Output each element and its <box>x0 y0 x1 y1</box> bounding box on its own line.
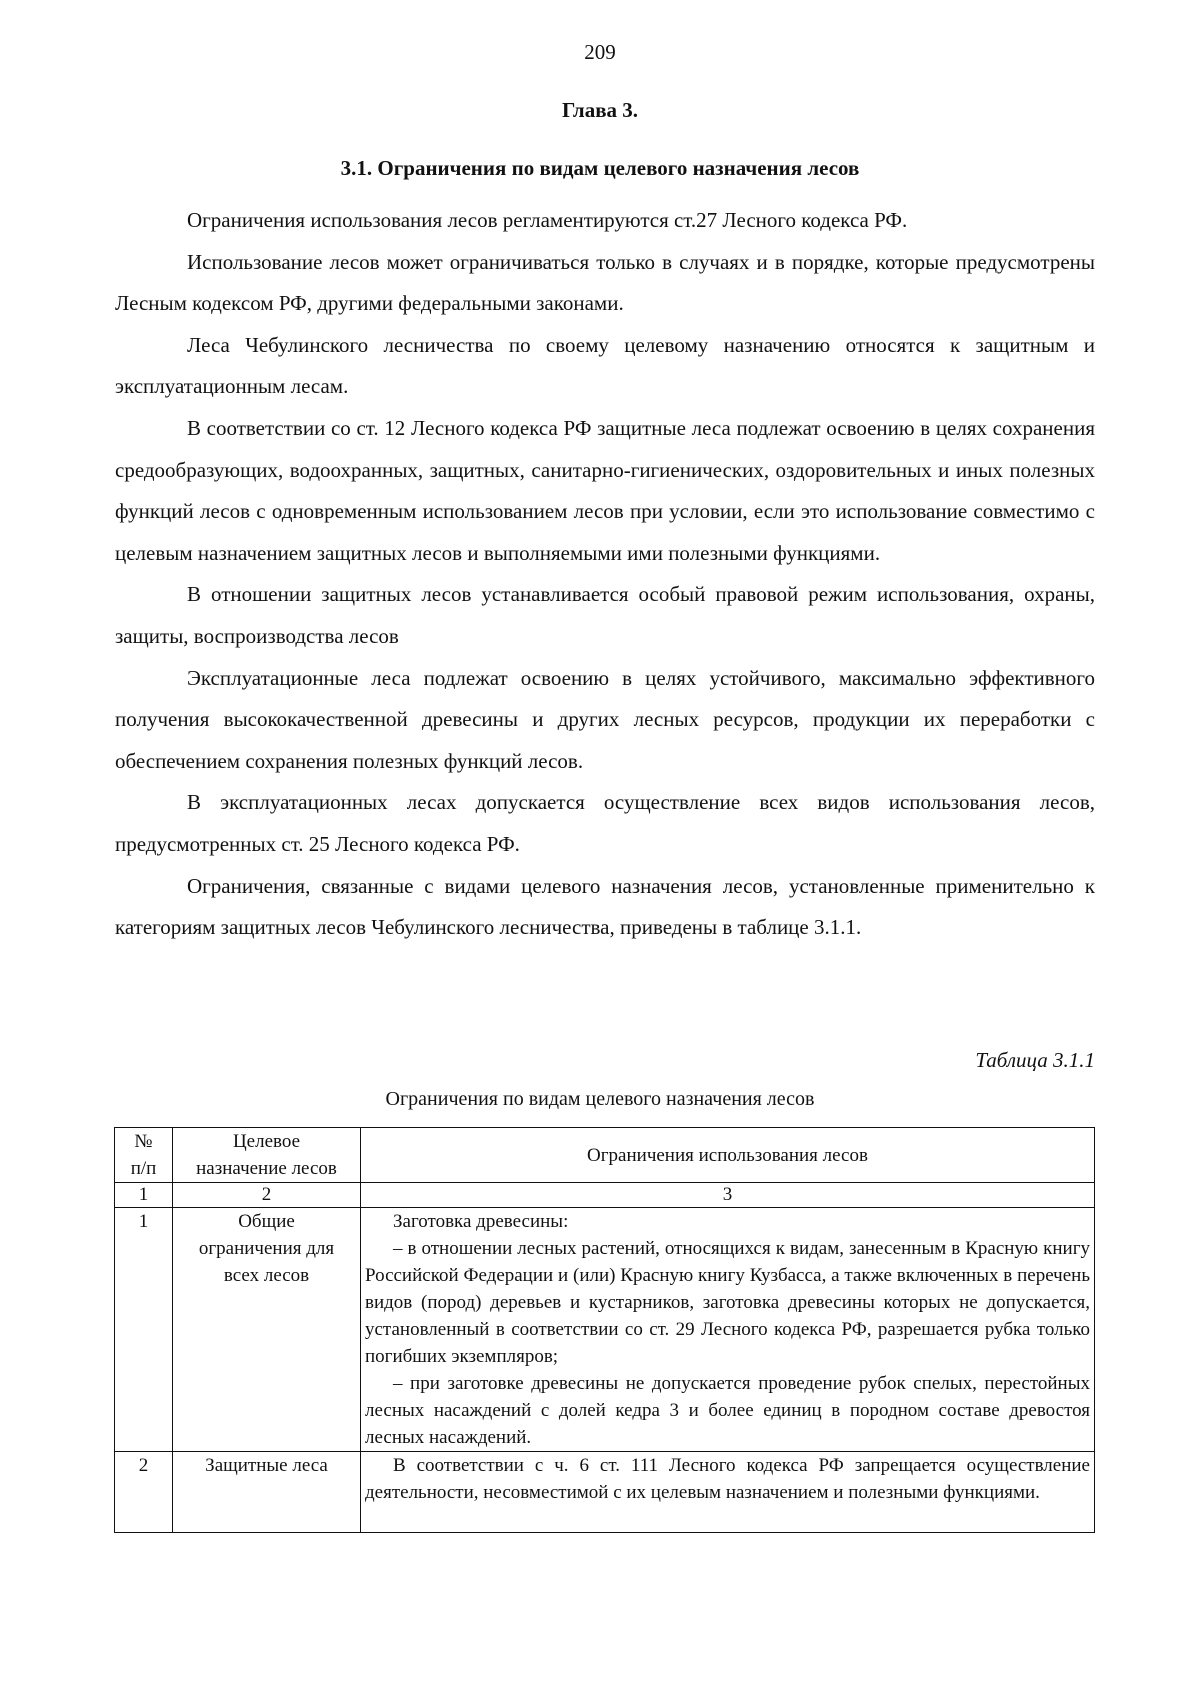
row-purpose <box>173 1452 361 1533</box>
restriction-heading: Заготовка древесины: <box>393 1211 569 1232</box>
paragraph: Использование лесов может ограничиваться только в случаях и в порядке, которые предусмотрены Лесным кодексом РФ, другими федеральными законами. <box>115 249 1095 316</box>
paragraph: Ограничения, связанные с видами целевого назначения лесов, установленные применительно к категориям защитных лесов Чебулинского лесничества, приведены в таблице 3.1.1. <box>115 873 1095 940</box>
row-purpose <box>173 1208 361 1452</box>
paragraph: Эксплуатационные леса подлежат освоению в целях устойчивого, максимально эффективного получения высококачественной древесины и других лесных ресурсов, продукции их переработки с обеспечением сохранения полезных функций лесов. <box>115 665 1095 773</box>
row-restrictions <box>361 1452 1095 1533</box>
row-number: 1 <box>115 1208 173 1452</box>
body-text <box>115 200 1095 949</box>
column-number: 2 <box>173 1183 361 1208</box>
chapter-title: Глава 3. <box>561 98 639 122</box>
column-number: 3 <box>361 1183 1095 1208</box>
table-header-row <box>115 1128 1095 1183</box>
restriction-item: – в отношении лесных растений, относящихся к видам, занесенным в Красную книгу Российской Федерации и (или) Красную книгу Кузбасса, а также включенных в перечень видов (пород) деревьев и кустарников, заготовка древесины которых не допускается, установленный в соответствии со ст. 29 Лесного кодекса РФ, разрешается рубка только погибших экземпляров; <box>365 1238 1090 1367</box>
row-purpose-line: ограничения для <box>198 1238 335 1259</box>
row-purpose-line: Защитные леса <box>205 1455 328 1476</box>
header-purpose-line1: Целевое <box>232 1131 301 1152</box>
paragraph: Леса Чебулинского лесничества по своему целевому назначению относятся к защитным и эксплуатационным лесам. <box>115 332 1095 399</box>
row-purpose-line: всех лесов <box>223 1265 310 1286</box>
restrictions-table <box>114 1127 1095 1533</box>
header-purpose <box>173 1128 361 1183</box>
paragraph: В отношении защитных лесов устанавливается особый правовой режим использования, охраны, защиты, воспроизводства лесов <box>115 582 1095 648</box>
restriction-text: В соответствии с ч. 6 ст. 111 Лесного кодекса РФ запрещается осуществление деятельности, несовместимой с их целевым назначением и полезными функциями. <box>365 1455 1090 1503</box>
paragraph: В соответствии со ст. 12 Лесного кодекса РФ защитные леса подлежат освоению в целях сохранения средообразующих, водоохранных, защитных, санитарно-гигиенических, оздоровительных и иных полезных функций лесов с одновременным использованием лесов при условии, если это использование совместимо с целевым назначением защитных лесов и выполняемыми ими полезными функциями. <box>115 415 1095 565</box>
row-purpose-line: Общие <box>238 1211 295 1232</box>
section-title: 3.1. Ограничения по видам целевого назначения лесов <box>340 156 860 180</box>
column-number-row <box>115 1183 1095 1208</box>
header-restrictions: Ограничения использования лесов <box>361 1128 1095 1183</box>
paragraph: Ограничения использования лесов регламентируются ст.27 Лесного кодекса РФ. <box>187 208 908 232</box>
row-number: 2 <box>115 1452 173 1533</box>
header-number <box>115 1128 173 1183</box>
header-number-line2: п/п <box>130 1158 157 1179</box>
header-purpose-line2: назначение лесов <box>196 1158 337 1179</box>
table-label: Таблица 3.1.1 <box>975 1048 1095 1072</box>
row-restrictions <box>361 1208 1095 1452</box>
restriction-item: – при заготовке древесины не допускается проведение рубок спелых, перестойных лесных насаждений с долей кедра 3 и более единиц в породном составе древостоя лесных насаждений. <box>365 1373 1090 1448</box>
page-number: 209 <box>584 40 616 64</box>
paragraph: В эксплуатационных лесах допускается осуществление всех видов использования лесов, предусмотренных ст. 25 Лесного кодекса РФ. <box>115 790 1095 856</box>
header-number-line1: № <box>134 1131 153 1152</box>
table-caption: Ограничения по видам целевого назначения лесов <box>385 1088 815 1110</box>
table-row <box>115 1208 1095 1452</box>
column-number: 1 <box>115 1183 173 1208</box>
table-row <box>115 1452 1095 1533</box>
